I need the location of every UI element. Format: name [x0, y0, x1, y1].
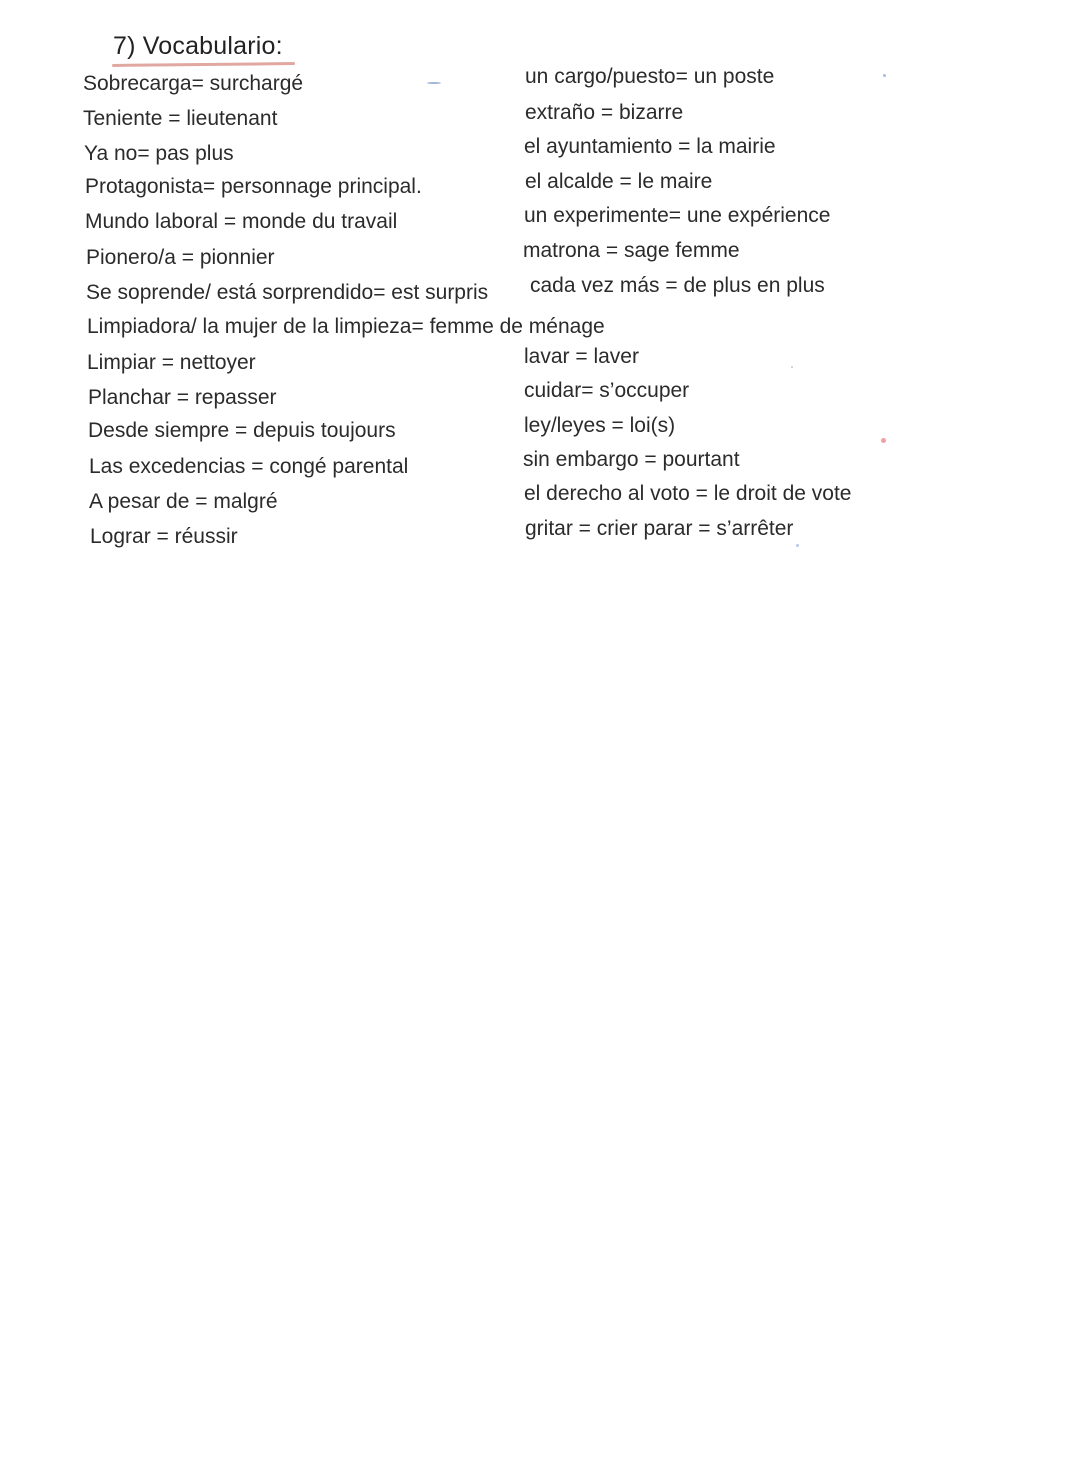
vocab-right-10: ley/leyes = loi(s) — [524, 414, 676, 437]
vocab-left-2: Teniente = lieutenant — [83, 107, 278, 130]
vocab-right-7: cada vez más = de plus en plus — [530, 274, 825, 297]
scan-speck — [791, 366, 793, 368]
vocab-left-4: Protagonista= personnage principal. — [85, 175, 422, 198]
vocab-left-3: Ya no= pas plus — [84, 142, 234, 165]
vocab-left-1: Sobrecarga= surchargé — [83, 72, 304, 95]
vocab-right-9: cuidar= s’occuper — [524, 379, 690, 402]
vocab-left-13: A pesar de = malgré — [89, 490, 278, 513]
scan-speck — [427, 82, 441, 84]
vocab-left-9: Limpiar = nettoyer — [87, 351, 256, 374]
title-underline — [112, 62, 295, 67]
vocab-right-12: el derecho al voto = le droit de vote — [524, 482, 852, 505]
vocab-right-2: extraño = bizarre — [525, 101, 684, 124]
vocab-left-14: Lograr = réussir — [90, 525, 238, 548]
vocab-right-11: sin embargo = pourtant — [523, 448, 740, 471]
vocab-right-5: un experimente= une expérience — [524, 204, 831, 227]
scan-speck — [796, 544, 799, 547]
vocab-left-6: Pionero/a = pionnier — [86, 246, 275, 269]
vocab-right-3: el ayuntamiento = la mairie — [524, 135, 776, 158]
page-title: 7) Vocabulario: — [113, 32, 283, 60]
vocab-right-4: el alcalde = le maire — [525, 170, 713, 193]
scan-speck — [881, 438, 886, 443]
vocab-right-6: matrona = sage femme — [523, 239, 740, 262]
vocab-left-11: Desde siempre = depuis toujours — [88, 419, 396, 442]
vocab-right-1: un cargo/puesto= un poste — [525, 65, 775, 88]
vocab-right-13: gritar = crier parar = s’arrêter — [525, 517, 794, 540]
vocab-left-8: Limpiadora/ la mujer de la limpieza= femme de ménage — [87, 315, 605, 338]
vocab-left-7: Se soprende/ está sorprendido= est surpris — [86, 281, 489, 304]
vocab-left-5: Mundo laboral = monde du travail — [85, 210, 398, 233]
vocab-left-10: Planchar = repasser — [88, 386, 277, 409]
scan-speck — [883, 74, 886, 77]
vocab-left-12: Las excedencias = congé parental — [89, 455, 409, 478]
vocab-right-8: lavar = laver — [524, 345, 639, 368]
